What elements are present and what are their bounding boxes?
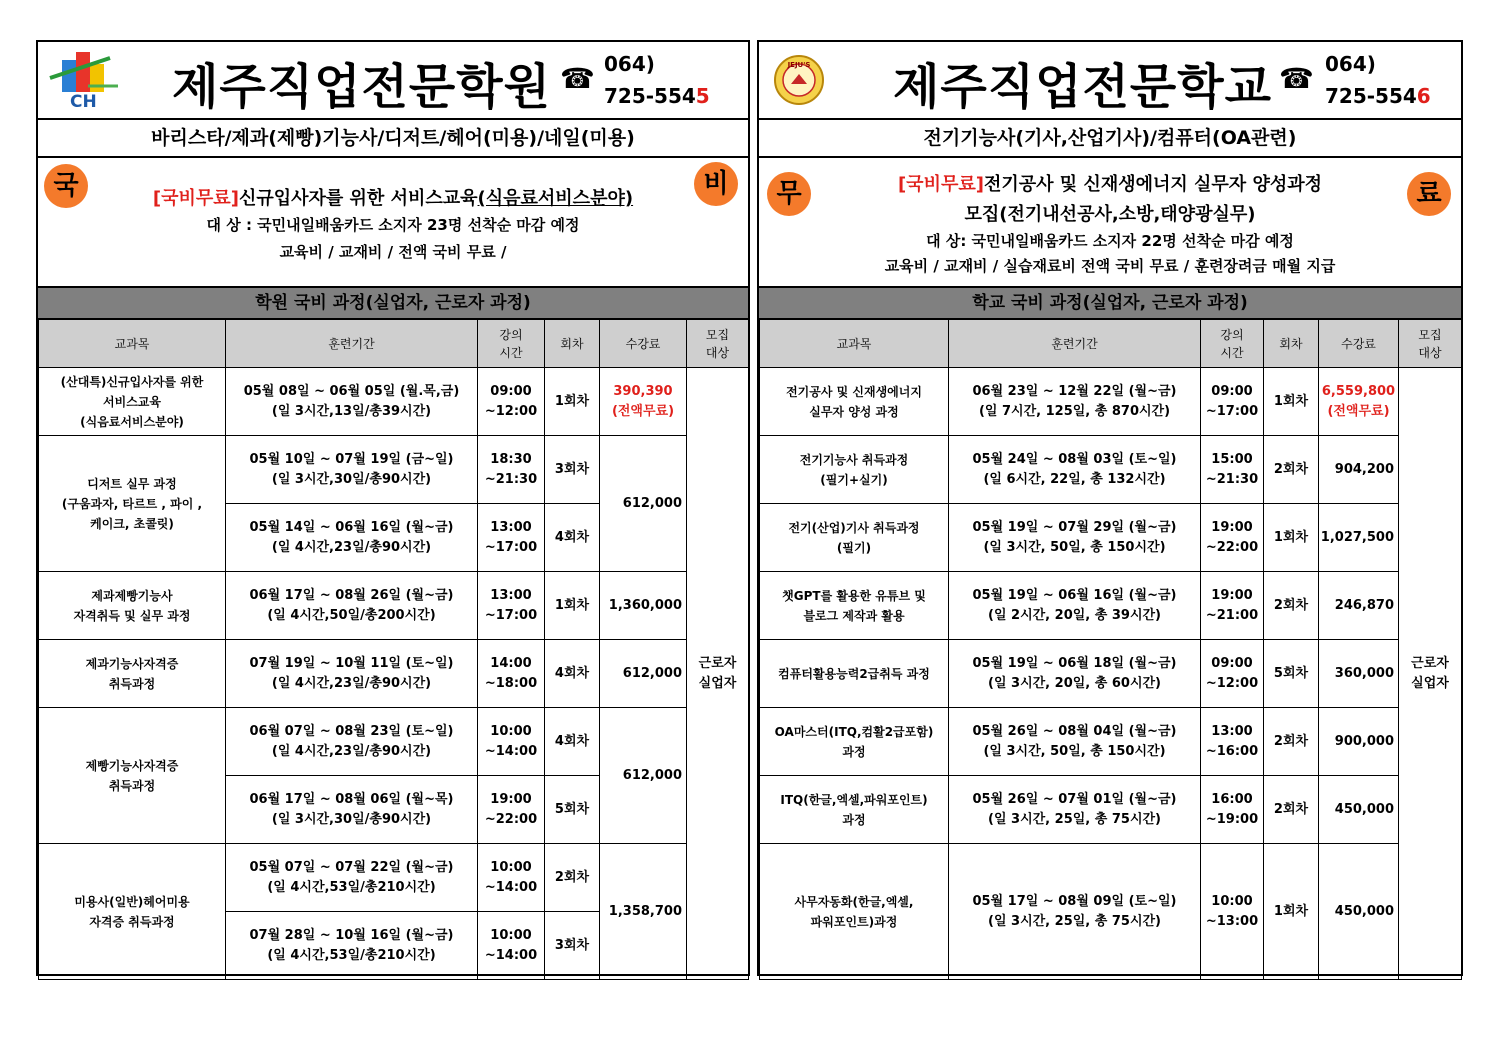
course-period: 05월 19일 ~ 07월 29일 (월~금) (일 3시간, 50일, 총 150시간) <box>949 504 1201 572</box>
promo-cost: 교육비 / 교재비 / 실습재료비 전액 국비 무료 / 훈련장려금 매월 지급 <box>884 257 1336 275</box>
course-round: 2회차 <box>1264 436 1319 504</box>
course-time: 10:00 ~14:00 <box>478 844 545 912</box>
table-row <box>39 844 749 912</box>
course-period: 07월 19일 ~ 10월 11일 (토~일) (일 4시간,23일/총90시간) <box>226 640 478 708</box>
course-time: 13:00 ~17:00 <box>478 504 545 572</box>
academy-promo <box>38 158 748 288</box>
course-fee: 1,027,500 <box>1319 504 1399 572</box>
target-group: 근로자 실업자 <box>1399 368 1462 980</box>
phone-number: 725-5546 <box>1325 84 1431 108</box>
course-name: 제과제빵기능사 자격취득 및 실무 과정 <box>39 572 226 640</box>
table-row <box>760 572 1462 640</box>
course-period: 06월 17일 ~ 08월 26일 (월~금) (일 4시간,50일/총200시간) <box>226 572 478 640</box>
academy-logo <box>48 48 122 110</box>
header-time: 강의 시간 <box>1201 320 1264 368</box>
academy-logo-text: CH <box>70 92 97 110</box>
course-round: 5회차 <box>545 776 600 844</box>
course-name: 챗GPT를 활용한 유튜브 및 블로그 제작과 활용 <box>760 572 949 640</box>
course-period: 07월 28일 ~ 10월 16일 (월~금) (일 4시간,53일/총210시간) <box>226 912 478 980</box>
course-fee: 246,870 <box>1319 572 1399 640</box>
course-period: 05월 10일 ~ 07월 19일 (금~일) (일 3시간,30일/총90시간) <box>226 436 478 504</box>
phone-number: 725-5545 <box>604 84 710 108</box>
phone-icon: ☎ <box>1279 62 1314 95</box>
school-promo <box>759 158 1461 288</box>
course-period: 05월 14일 ~ 06월 16일 (월~금) (일 4시간,23일/총90시간) <box>226 504 478 572</box>
course-round: 4회차 <box>545 640 600 708</box>
academy-header <box>38 42 748 120</box>
header-round: 회차 <box>1264 320 1319 368</box>
table-row <box>760 504 1462 572</box>
course-name: 전기기능사 취득과정 (필기+실기) <box>760 436 949 504</box>
course-round: 1회차 <box>545 368 600 436</box>
course-name: 미용사(일반)헤어미용 자격증 취득과정 <box>39 844 226 980</box>
table-row <box>760 708 1462 776</box>
course-fee: 612,000 <box>600 708 687 844</box>
school-emblem-text: JEJU'S <box>787 61 811 69</box>
course-name: 제과기능사자격증 취득과정 <box>39 640 226 708</box>
course-period: 06월 17일 ~ 08월 06일 (월~목) (일 3시간,30일/총90시간) <box>226 776 478 844</box>
course-period: 05월 19일 ~ 06월 18일 (월~금) (일 3시간, 20일, 총 60시간) <box>949 640 1201 708</box>
header-period: 훈련기간 <box>949 320 1201 368</box>
course-round: 4회차 <box>545 708 600 776</box>
course-round: 2회차 <box>1264 708 1319 776</box>
course-round: 1회차 <box>1264 368 1319 436</box>
course-time: 18:30 ~21:30 <box>478 436 545 504</box>
course-time: 10:00 ~13:00 <box>1201 844 1264 980</box>
course-name: 전기공사 및 신재생에너지 실무자 양성 과정 <box>760 368 949 436</box>
badge-circle-left: 무 <box>767 172 811 216</box>
course-period: 06월 23일 ~ 12월 22일 (월~금) (일 7시간, 125일, 총 870시간) <box>949 368 1201 436</box>
course-period: 05월 07일 ~ 07월 22일 (월~금) (일 4시간,53일/총210시간) <box>226 844 478 912</box>
course-time: 09:00 ~17:00 <box>1201 368 1264 436</box>
section-title: 학교 국비 과정(실업자, 근로자 과정) <box>759 288 1461 319</box>
course-fee: 612,000 <box>600 436 687 572</box>
course-round: 5회차 <box>1264 640 1319 708</box>
course-time: 09:00 ~12:00 <box>1201 640 1264 708</box>
course-period: 05월 26일 ~ 08월 04일 (월~금) (일 3시간, 50일, 총 150시간) <box>949 708 1201 776</box>
course-round: 3회차 <box>545 912 600 980</box>
course-time: 09:00 ~12:00 <box>478 368 545 436</box>
course-fee: 360,000 <box>1319 640 1399 708</box>
course-round: 2회차 <box>545 844 600 912</box>
header-subject: 교과목 <box>39 320 226 368</box>
table-row <box>39 640 749 708</box>
badge-circle-left: 국 <box>44 164 88 208</box>
course-time: 15:00 ~21:30 <box>1201 436 1264 504</box>
course-period: 05월 26일 ~ 07월 01일 (월~금) (일 3시간, 25일, 총 75시간) <box>949 776 1201 844</box>
course-round: 4회차 <box>545 504 600 572</box>
promo-title-2: 모집(전기내선공사,소방,태양광실무) <box>964 204 1256 225</box>
course-name: 컴퓨터활용능력2급취득 과정 <box>760 640 949 708</box>
promo-target: 대 상: 국민내일배움카드 소지자 22명 선착순 마감 예정 <box>926 232 1294 250</box>
course-name: 사무자동화(한글,엑셀, 파워포인트)과정 <box>760 844 949 980</box>
table-row <box>760 368 1462 436</box>
phone-icon: ☎ <box>560 62 595 95</box>
header-subject: 교과목 <box>760 320 949 368</box>
target-group: 근로자 실업자 <box>687 368 749 980</box>
course-time: 13:00 ~17:00 <box>478 572 545 640</box>
table-row <box>39 572 749 640</box>
course-period: 05월 19일 ~ 06월 16일 (월~금) (일 2시간, 20일, 총 39시간) <box>949 572 1201 640</box>
school-header <box>759 42 1461 120</box>
promo-title: [국비무료]신규입사자를 위한 서비스교육(식음료서비스분야) <box>152 188 634 209</box>
table-row <box>760 776 1462 844</box>
school-panel <box>757 40 1463 976</box>
table-row <box>760 844 1462 980</box>
course-name: 디저트 실무 과정 (구움과자, 타르트 , 파이 , 케이크, 초콜릿) <box>39 436 226 572</box>
course-fee: 450,000 <box>1319 844 1399 980</box>
academy-panel <box>36 40 750 976</box>
header-period: 훈련기간 <box>226 320 478 368</box>
academy-subjects: 바리스타/제과(제빵)기능사/디저트/헤어(미용)/네일(미용) <box>38 120 748 158</box>
course-time: 19:00 ~22:00 <box>1201 504 1264 572</box>
header-round: 회차 <box>545 320 600 368</box>
course-time: 14:00 ~18:00 <box>478 640 545 708</box>
course-name: 전기(산업)기사 취득과정 (필기) <box>760 504 949 572</box>
table-row <box>39 368 749 436</box>
course-round: 1회차 <box>545 572 600 640</box>
course-time: 13:00 ~16:00 <box>1201 708 1264 776</box>
course-period: 06월 07일 ~ 08월 23일 (토~일) (일 4시간,23일/총90시간) <box>226 708 478 776</box>
promo-target: 대 상 : 국민내일배움카드 소지자 23명 선착순 마감 예정 <box>206 216 580 234</box>
course-time: 10:00 ~14:00 <box>478 708 545 776</box>
header-target: 모집 대상 <box>1399 320 1462 368</box>
course-fee: 1,360,000 <box>600 572 687 640</box>
academy-course-table <box>38 319 749 980</box>
course-name: OA마스터(ITQ,컴활2급포함) 과정 <box>760 708 949 776</box>
table-row <box>760 640 1462 708</box>
course-time: 19:00 ~21:00 <box>1201 572 1264 640</box>
course-fee: 390,390 (전액무료) <box>600 368 687 436</box>
course-fee: 612,000 <box>600 640 687 708</box>
course-name: (산대특)신규입사자를 위한 서비스교육 (식음료서비스분야) <box>39 368 226 436</box>
section-title: 학원 국비 과정(실업자, 근로자 과정) <box>38 288 748 319</box>
school-course-table <box>759 319 1462 980</box>
course-time: 10:00 ~14:00 <box>478 912 545 980</box>
course-fee: 450,000 <box>1319 776 1399 844</box>
course-fee: 904,200 <box>1319 436 1399 504</box>
header-fee: 수강료 <box>600 320 687 368</box>
course-period: 05월 08일 ~ 06월 05일 (월.목,금) (일 3시간,13일/총39시간) <box>226 368 478 436</box>
table-row <box>760 436 1462 504</box>
academy-title: 제주직업전문학원 <box>172 59 551 115</box>
course-round: 1회차 <box>1264 504 1319 572</box>
course-time: 16:00 ~19:00 <box>1201 776 1264 844</box>
header-fee: 수강료 <box>1319 320 1399 368</box>
course-fee: 1,358,700 <box>600 844 687 980</box>
course-period: 05월 17일 ~ 08월 09일 (토~일) (일 3시간, 25일, 총 75시간) <box>949 844 1201 980</box>
phone-area-code: 064) <box>604 52 655 76</box>
course-round: 2회차 <box>1264 572 1319 640</box>
academy-phone <box>604 48 710 112</box>
course-round: 2회차 <box>1264 776 1319 844</box>
school-emblem-icon <box>773 54 825 106</box>
school-title: 제주직업전문학교 <box>893 59 1272 115</box>
header-target: 모집 대상 <box>687 320 749 368</box>
badge-circle-right: 료 <box>1407 172 1451 216</box>
course-time: 19:00 ~22:00 <box>478 776 545 844</box>
course-period: 05월 24일 ~ 08월 03일 (토~일) (일 6시간, 22일, 총 132시간) <box>949 436 1201 504</box>
course-name: 제빵기능사자격증 취득과정 <box>39 708 226 844</box>
phone-area-code: 064) <box>1325 52 1376 76</box>
table-row <box>39 708 749 776</box>
course-name: ITQ(한글,엑셀,파워포인트) 과정 <box>760 776 949 844</box>
table-row <box>39 436 749 504</box>
promo-title: [국비무료]전기공사 및 신재생에너지 실무자 양성과정 <box>897 174 1323 195</box>
course-round: 3회차 <box>545 436 600 504</box>
badge-circle-right: 비 <box>694 162 738 206</box>
course-fee: 900,000 <box>1319 708 1399 776</box>
course-round: 1회차 <box>1264 844 1319 980</box>
header-time: 강의 시간 <box>478 320 545 368</box>
promo-cost: 교육비 / 교재비 / 전액 국비 무료 / <box>279 243 507 261</box>
school-phone <box>1325 48 1431 112</box>
school-subjects: 전기기능사(기사,산업기사)/컴퓨터(OA관련) <box>759 120 1461 158</box>
course-fee: 6,559,800 (전액무료) <box>1319 368 1399 436</box>
